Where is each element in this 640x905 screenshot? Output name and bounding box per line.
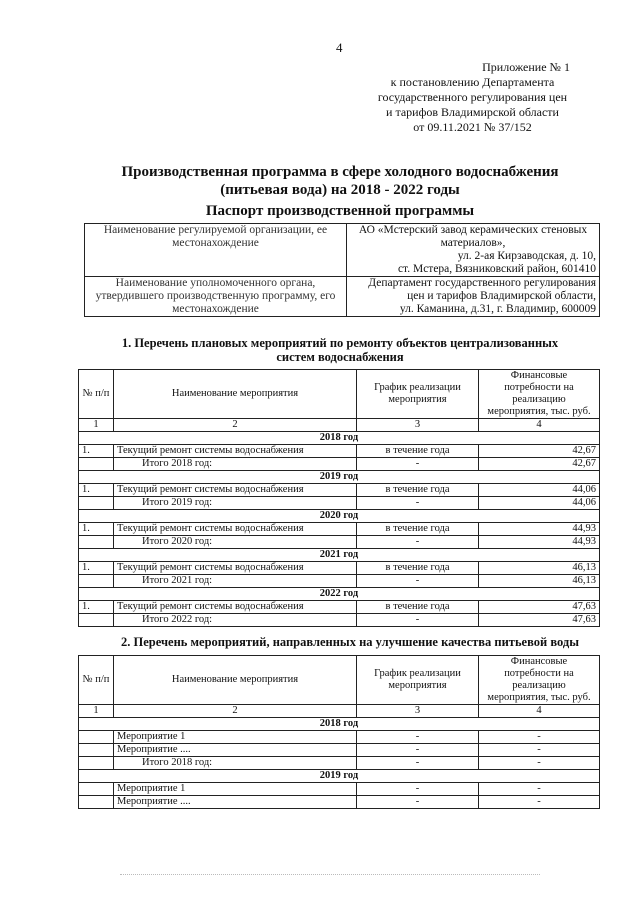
table-row — [79, 562, 600, 575]
measure-amount: 47,63 — [479, 601, 600, 614]
year-label: 2019 год — [79, 770, 600, 783]
passport-value-line: Департамент государственного регулирования — [368, 277, 596, 289]
column-number: 2 — [114, 419, 357, 432]
measure-amount: - — [479, 796, 600, 809]
empty-cell — [79, 744, 114, 757]
passport-value-line: ст. Мстера, Вязниковский район, 601410 — [397, 263, 596, 275]
title-line: Производственная программа в сфере холодного водоснабжения — [121, 164, 559, 180]
total-schedule: - — [357, 497, 479, 510]
column-number: 3 — [357, 705, 479, 718]
measure-schedule: в течение года — [357, 445, 479, 458]
column-header: № п/п — [79, 370, 114, 419]
total-schedule: - — [357, 614, 479, 627]
year-row — [79, 510, 600, 523]
row-number: 1. — [79, 562, 114, 575]
measure-amount: - — [479, 783, 600, 796]
column-header: График реализации мероприятия — [357, 656, 479, 705]
total-amount: - — [479, 757, 600, 770]
passport-value-line: АО «Мстерский завод керамических стеновых материалов», — [358, 224, 588, 249]
column-header: Финансовые потребности на реализацию мероприятия, тыс. руб. — [479, 656, 600, 705]
measure-amount: 44,93 — [479, 523, 600, 536]
passport-value — [347, 224, 600, 277]
total-label: Итого 2019 год: — [114, 497, 357, 510]
table-header-row — [79, 370, 600, 419]
page-footer-line — [120, 874, 540, 875]
water-quality-table — [78, 655, 600, 809]
measure-schedule: в течение года — [357, 484, 479, 497]
total-schedule: - — [357, 575, 479, 588]
empty-cell — [79, 497, 114, 510]
measure-schedule: в течение года — [357, 562, 479, 575]
page-number: 4 — [336, 40, 343, 55]
passport-label: Наименование регулируемой организации, ее местонахождение — [85, 224, 347, 277]
total-label: Итого 2022 год: — [114, 614, 357, 627]
year-label: 2021 год — [79, 549, 600, 562]
section1-heading-line: систем водоснабжения — [276, 350, 404, 364]
table-row — [79, 783, 600, 796]
year-row — [79, 770, 600, 783]
measure-name: Текущий ремонт системы водоснабжения — [114, 601, 357, 614]
column-header: Наименование мероприятия — [114, 656, 357, 705]
measure-amount: - — [479, 744, 600, 757]
column-header: Наименование мероприятия — [114, 370, 357, 419]
column-number: 4 — [479, 419, 600, 432]
total-amount: 44,93 — [479, 536, 600, 549]
total-amount: 46,13 — [479, 575, 600, 588]
total-schedule: - — [357, 757, 479, 770]
year-row — [79, 588, 600, 601]
empty-cell — [79, 614, 114, 627]
total-label: Итого 2018 год: — [114, 757, 357, 770]
measure-schedule: - — [357, 744, 479, 757]
section2-heading: 2. Перечень мероприятий, направленных на улучшение качества питьевой воды — [121, 635, 579, 649]
row-number: 1. — [79, 601, 114, 614]
table-row — [79, 796, 600, 809]
total-amount: 47,63 — [479, 614, 600, 627]
measure-schedule: в течение года — [357, 601, 479, 614]
total-amount: 42,67 — [479, 458, 600, 471]
year-label: 2019 год — [79, 471, 600, 484]
table-row — [79, 731, 600, 744]
empty-cell — [79, 757, 114, 770]
measure-name: Текущий ремонт системы водоснабжения — [114, 523, 357, 536]
document-title — [90, 163, 590, 199]
passport-label: Наименование уполномоченного органа, утвердившего производственную программу, его местонахождение — [85, 277, 347, 317]
measure-amount: - — [479, 731, 600, 744]
column-number-row — [79, 705, 600, 718]
table-row — [79, 744, 600, 757]
repair-plan-table — [78, 369, 600, 627]
table-row — [79, 445, 600, 458]
title-line: (питьевая вода) на 2018 - 2022 годы — [220, 182, 460, 198]
appendix-line: и тарифов Владимирской области — [386, 105, 559, 119]
table-row — [79, 484, 600, 497]
empty-cell — [79, 536, 114, 549]
measure-name: Текущий ремонт системы водоснабжения — [114, 445, 357, 458]
total-schedule: - — [357, 458, 479, 471]
appendix-line: государственного регулирования цен — [377, 90, 568, 104]
passport-table — [84, 223, 600, 317]
total-row — [79, 458, 600, 471]
measure-amount: 46,13 — [479, 562, 600, 575]
measure-name: Мероприятие .... — [114, 796, 357, 809]
appendix-line: Приложение № 1 — [482, 60, 570, 74]
column-header: № п/п — [79, 656, 114, 705]
measure-amount: 44,06 — [479, 484, 600, 497]
passport-value-line: ул. Каманина, д.31, г. Владимир, 600009 — [399, 303, 596, 315]
row-number: 1. — [79, 523, 114, 536]
total-label: Итого 2018 год: — [114, 458, 357, 471]
empty-cell — [79, 796, 114, 809]
empty-cell — [79, 783, 114, 796]
year-label: 2018 год — [79, 432, 600, 445]
column-header: График реализации мероприятия — [357, 370, 479, 419]
total-row — [79, 497, 600, 510]
total-label: Итого 2020 год: — [114, 536, 357, 549]
measure-schedule: - — [357, 796, 479, 809]
measure-name: Мероприятие 1 — [114, 731, 357, 744]
passport-value — [347, 277, 600, 317]
table-header-row — [79, 656, 600, 705]
total-row — [79, 614, 600, 627]
empty-cell — [79, 458, 114, 471]
year-row — [79, 718, 600, 731]
measure-schedule: - — [357, 783, 479, 796]
column-number: 1 — [79, 705, 114, 718]
measure-name: Мероприятие .... — [114, 744, 357, 757]
column-number-row — [79, 419, 600, 432]
column-number: 2 — [114, 705, 357, 718]
column-header: Финансовые потребности на реализацию мероприятия, тыс. руб. — [479, 370, 600, 419]
column-number: 4 — [479, 705, 600, 718]
measure-name: Текущий ремонт системы водоснабжения — [114, 484, 357, 497]
total-row — [79, 536, 600, 549]
year-row — [79, 471, 600, 484]
table-row — [79, 523, 600, 536]
row-number: 1. — [79, 445, 114, 458]
measure-schedule: - — [357, 731, 479, 744]
total-schedule: - — [357, 536, 479, 549]
column-number: 1 — [79, 419, 114, 432]
total-label: Итого 2021 год: — [114, 575, 357, 588]
appendix-line: от 09.11.2021 № 37/152 — [413, 120, 532, 134]
measure-schedule: в течение года — [357, 523, 479, 536]
empty-cell — [79, 575, 114, 588]
row-number: 1. — [79, 484, 114, 497]
passport-title: Паспорт производственной программы — [205, 203, 475, 219]
table-row — [79, 601, 600, 614]
total-row — [79, 757, 600, 770]
passport-value-line: цен и тарифов Владимирской области, — [407, 290, 596, 302]
year-label: 2018 год — [79, 718, 600, 731]
total-row — [79, 575, 600, 588]
section1-heading — [120, 336, 560, 364]
appendix-line: к постановлению Департамента — [390, 75, 555, 89]
measure-name: Текущий ремонт системы водоснабжения — [114, 562, 357, 575]
measure-name: Мероприятие 1 — [114, 783, 357, 796]
year-row — [79, 549, 600, 562]
year-row — [79, 432, 600, 445]
year-label: 2022 год — [79, 588, 600, 601]
measure-amount: 42,67 — [479, 445, 600, 458]
passport-value-line: ул. 2-ая Кирзаводская, д. 10, — [457, 250, 596, 262]
column-number: 3 — [357, 419, 479, 432]
empty-cell — [79, 731, 114, 744]
appendix-header — [355, 60, 590, 135]
section1-heading-line: 1. Перечень плановых мероприятий по ремонту объектов централизованных — [121, 336, 559, 350]
year-label: 2020 год — [79, 510, 600, 523]
total-amount: 44,06 — [479, 497, 600, 510]
